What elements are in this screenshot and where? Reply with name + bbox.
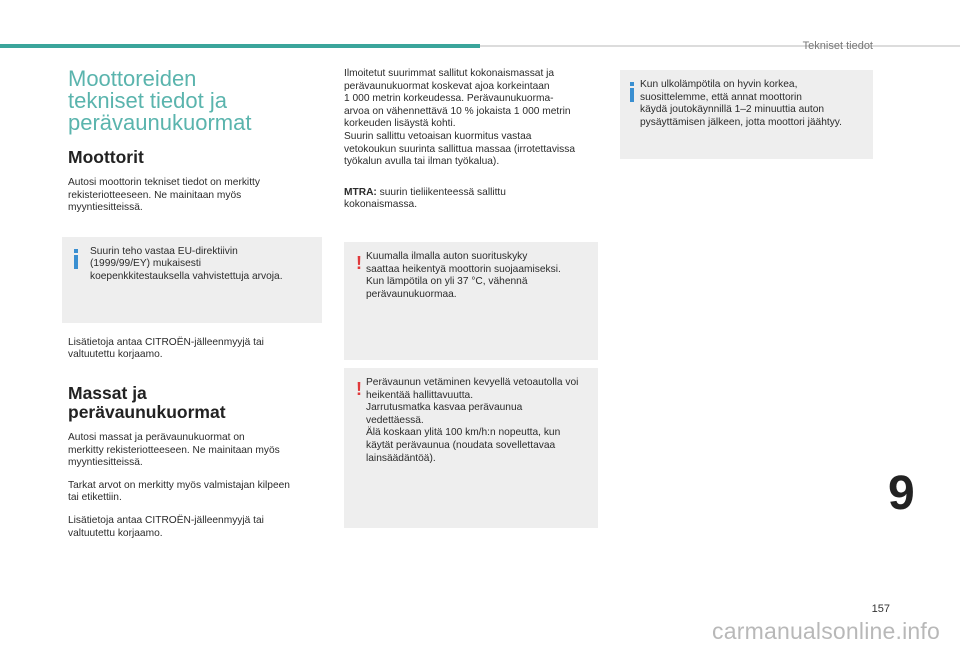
warning-towing-text: Perävaunun vetäminen kevyellä vetoautolla voi heikentää hallittavuutta. Jarrutusmatka kasvaa perävaunua vedettäessä. Älä koskaan ylitä 100 km/h:n nopeutta, kun käytät perävaunua (noudata sovellettavaa lainsäädäntöä). (366, 376, 579, 464)
watermark: carmanualsonline.info (712, 618, 940, 644)
paragraph-masses: Autosi massat ja perävaunukuormat on merkitty rekisteriotteeseen. Ne mainitaan myös myyntiesitteissä. (68, 431, 280, 469)
section-title: Tekniset tiedot (802, 40, 873, 52)
info-box-power (62, 237, 322, 323)
heading-engines: Moottorit (68, 147, 144, 167)
paragraph-mtra (344, 187, 598, 212)
mtra-text: suurin tieliikenteessä sallittu kokonaismassa. (344, 186, 506, 211)
column-middle (344, 68, 598, 528)
info-cooling-text: Kun ulkolämpötila on hyvin korkea, suosittelemme, että annat moottorin käydä joutokäynnillä 1–2 minuuttia auton pysäyttämisen jälkeen, jotta moottori jäähtyy. (640, 79, 842, 128)
page-number: 157 (871, 603, 890, 615)
mtra-label: MTRA: (344, 186, 377, 198)
paragraph-more-info-2: Lisätietoja antaa CITROËN-jälleenmyyjä tai valtuutettu korjaamo. (68, 514, 264, 539)
info-icon (72, 249, 82, 269)
warning-heat-text: Kuumalla ilmalla auton suorituskyky saattaa heikentyä moottorin suojaamiseksi. Kun lämpötila on yli 37 °C, vähennä perävaunukuormaa. (366, 250, 561, 300)
info-box-text: Suurin teho vastaa EU-direktiivin (1999/99/EY) mukaisesti koepenkkitestauksella vahvistettuja arvoja. (90, 245, 283, 282)
exclamation-icon: ! (356, 252, 362, 273)
paragraph-engines: Autosi moottorin tekniset tiedot on merkitty rekisteriotteeseen. Ne mainitaan myös myyntiesitteissä. (68, 177, 260, 214)
heading-masses: Massat ja perävaunukuormat (68, 382, 226, 422)
paragraph-more-info: Lisätietoja antaa CITROËN-jälleenmyyjä tai valtuutettu korjaamo. (68, 336, 264, 361)
exclamation-icon: ! (356, 378, 362, 399)
column-right (620, 68, 873, 159)
paragraph-manufacturer-plate: Tarkat arvot on merkitty myös valmistajan kilpeen tai etikettiin. (68, 479, 290, 504)
info-box-cooling (620, 70, 873, 159)
paragraph-altitude: Ilmoitetut suurimmat sallitut kokonaismassat ja perävaunukuormat koskevat ajoa korkeintaan 1 000 metrin korkeudessa. Perävaunukuorma- arvoa on vähennettävä 10 % jokaista 1 000 metrin korkeuden lisäystä kohti. Suurin sallittu vetoaisan kuormitus vastaa vetokoukun suurinta sallittua massaa (irrotettavissa työkalun avulla tai ilman työkalua). (344, 68, 576, 168)
info-icon (628, 82, 638, 102)
warning-box-towing (344, 368, 598, 528)
header-divider (480, 45, 960, 47)
column-left (68, 68, 324, 550)
warning-box-heat (344, 242, 598, 360)
header-accent-bar (0, 44, 480, 48)
chapter-number: 9 (888, 467, 915, 520)
page-title: Moottoreiden tekniset tiedot ja perävaunukuormat (68, 66, 252, 135)
